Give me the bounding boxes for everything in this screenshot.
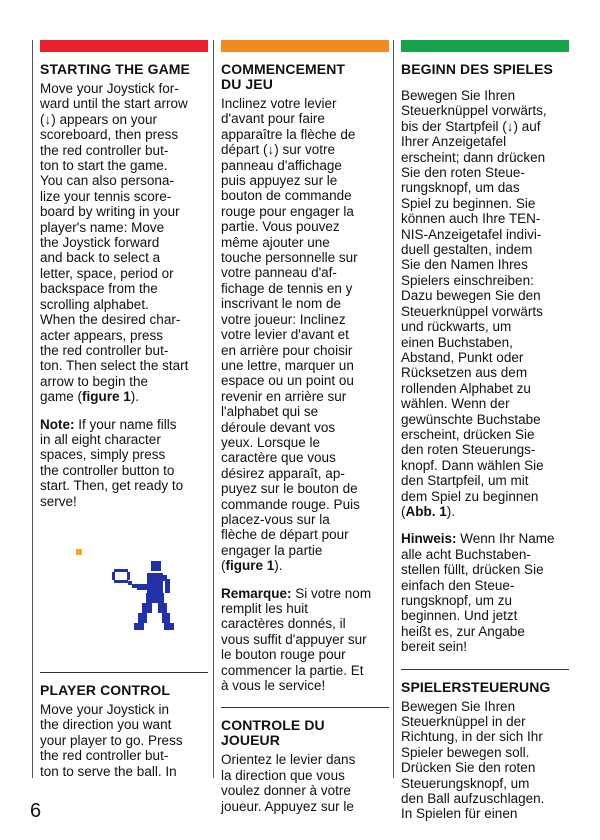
german-note-label: Hinweis: [401, 531, 457, 547]
french-divider [221, 707, 389, 708]
french-heading-controle: CONTROLE DU JOUEUR [221, 717, 325, 749]
german-p1-text: Bewegen Sie Ihren Steuerknüppel vorwärts, bis der Startpfeil (↓) auf Ihrer Anzeigetafel erscheint; dann drücken Sie den roten Steue- rungsknopf, um das Spiel zu beginnen. Sie können auch Ihre TEN- NIS-Anzeigetafel indivi- duell gestalten, indem Sie den Namen Ihres Spielers einschreiben: Dazu bewegen Sie den Steuerknüppel vorwärts und rückwarts, um einen Buchstaben, Abstand, Punkt oder Rücksetzen aus dem rollenden Alphabet zu wählen. Wenn der gewünschte Buchstabe erscheint, drücken Sie den roten Steuerungs- knopf. Dann wählen Sie den Startpfeil, um mit dem Spiel zu beginnen ( [401, 88, 547, 519]
page-number: 6 [30, 800, 42, 822]
french-note [221, 586, 387, 694]
english-note-label: Note: [40, 416, 75, 432]
english-note-text: If your name fills in all eight character spaces, simply press the controller button to start. Then, get ready to serve! [40, 416, 184, 509]
french-note-text: Si votre nom remplit les huit caractères donnés, il vous suffit d'appuyer sur le bouton rouge pour commencer la partie. Et à vous le service! [221, 585, 372, 694]
german-p1-end: ). [446, 503, 456, 519]
german-column [393, 40, 567, 822]
english-heading-starting: STARTING THE GAME [40, 61, 190, 77]
french-figure-ref: figure 1 [225, 558, 275, 574]
german-note-text: Wenn Ihr Name alle acht Buchstaben- stellen füllt, drücken Sie einfach den Steue- rungsknopf, um zu beginnen. Und jetzt heißt es, zur Angabe bereit sein! [401, 531, 555, 655]
tennis-player-icon [40, 547, 208, 662]
french-p1-end: ). [274, 558, 283, 574]
french-paragraph-commencement [221, 96, 387, 574]
german-figure-ref: Abb. 1 [405, 503, 447, 519]
tennis-ball-icon [76, 549, 82, 555]
player-body-icon [134, 561, 174, 630]
english-paragraph-player-control: Move your Joystick in the direction you want your player to go. Press the red controller but- ton to serve the ball. In [40, 701, 183, 779]
english-column [32, 40, 206, 778]
english-paragraph-starting [40, 81, 206, 405]
english-p1-text: Move your Joystick for- ward until the start arrow (↓) appears on your scoreboard, then press the red controller but- ton to start the game. You can also persona- lize your tennis score- board by writing in your player's name: Move the Joystick forward and back to select a letter, space, period or backspace from the scrolling alphabet. When the desired char- acter appears, press the red controller but- ton. Then select the start arrow to begin the game ( [40, 81, 189, 405]
english-color-bar [40, 40, 208, 52]
english-note [40, 417, 206, 509]
french-column [213, 40, 387, 814]
french-color-bar [221, 40, 389, 52]
german-paragraph-spielersteuerung: Bewegen Sie Ihren Steuerknüppel in der Richtung, in der sich Ihr Spieler bewegen soll. Drücken Sie den roten Steuerungsknopf, um den Ball aufzuschlagen. In Spielen für einen [401, 698, 545, 822]
french-note-label: Remarque: [221, 585, 292, 601]
player-figure-illustration [40, 547, 206, 662]
german-divider [401, 669, 569, 670]
french-heading-commencement: COMMENCEMENT DU JEU [221, 61, 346, 92]
english-figure-ref: figure 1 [82, 389, 131, 405]
german-color-bar [401, 40, 569, 52]
german-paragraph-beginn [401, 88, 567, 519]
french-paragraph-controle: Orientez le levier dans la direction que vous voulez donner à votre joueur. Appuyez sur le [221, 752, 356, 814]
german-heading-spielersteuerung: SPIELERSTEUERUNG [401, 678, 551, 695]
english-divider [40, 672, 208, 673]
german-note [401, 531, 567, 654]
french-p1-text: Inclinez votre levier d'avant pour faire apparaître la flèche de départ (↓) sur votre panneau d'affichage puis appuyez sur le bouton de commande rouge pour engager la partie. Vous pouvez même ajouter une touche personnelle sur votre panneau d'af- fichage de tennis en y inscrivant le nom de votre joueur: Inclinez votre levier d'avant et en arrière pour choisir une lettre, marquer un espace ou un point ou revenir en arrière sur l'alphabet qui se déroule devant vos yeux. Lorsque le caractère que vous désirez apparaît, ap- puyez sur le bouton de commande rouge. Puis placez-vous sur la flèche de départ pour engager la partie ( [221, 96, 360, 574]
racket-icon [112, 569, 137, 588]
english-heading-player-control: PLAYER CONTROL [40, 681, 171, 698]
english-p1-end: ). [130, 389, 140, 405]
german-heading-beginn: BEGINN DES SPIELES [401, 61, 553, 77]
